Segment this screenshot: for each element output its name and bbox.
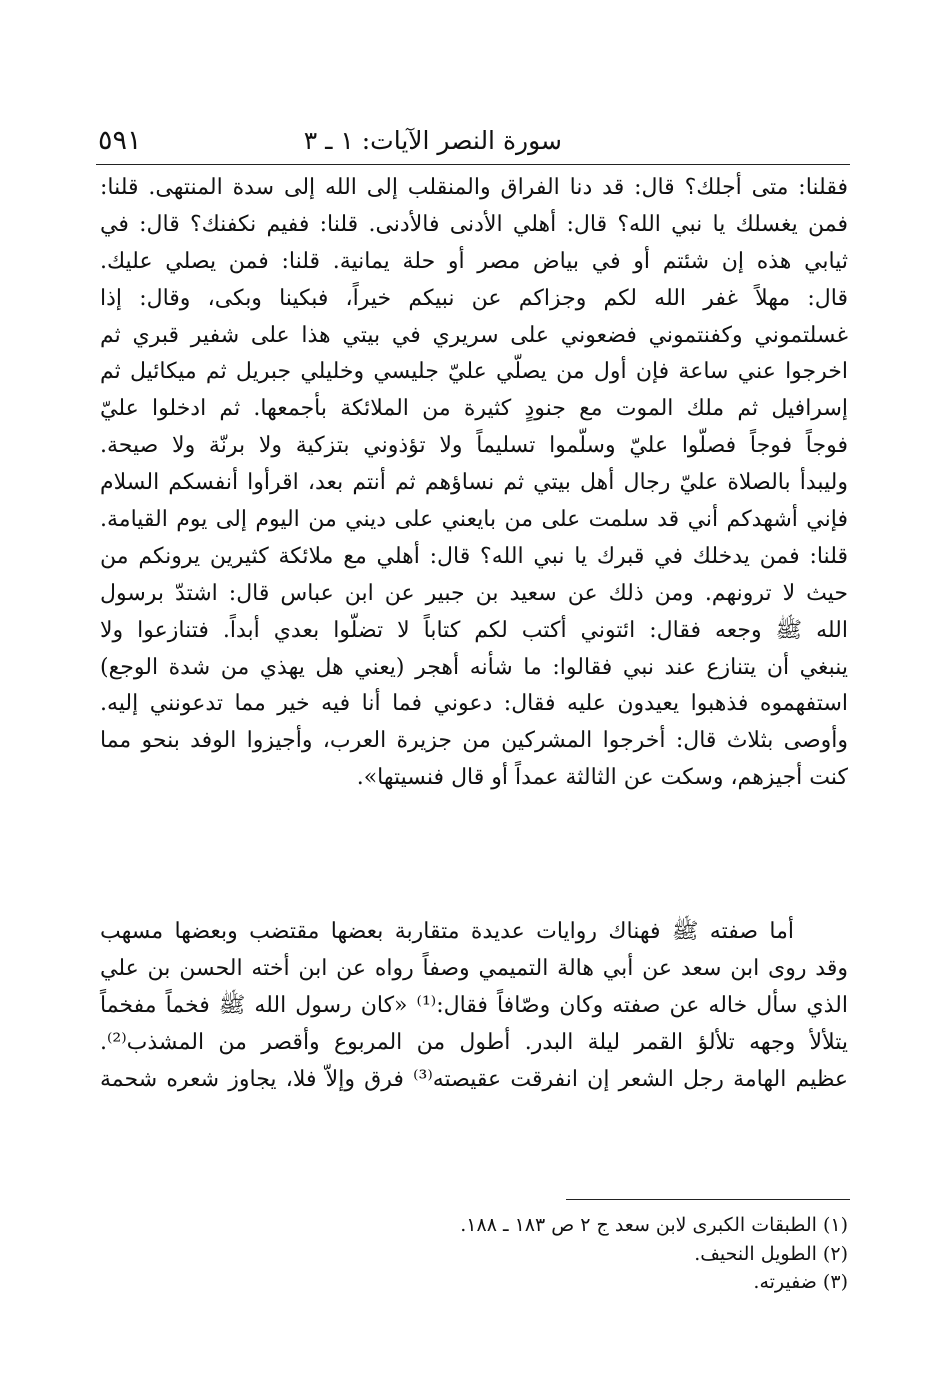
- text-line: ثيابي هذه إن شئتم أو في بياض مصر أو حلة يمانية. قلنا: فمن يصلي عليك.: [100, 248, 848, 274]
- text-line: ينبغي أن يتنازع عند نبي فقالوا: ما شأنه أهجر (يعني هل يهذي من شدة الوجع): [100, 654, 848, 680]
- description-paragraph: [100, 914, 848, 1098]
- page-number: ٥٩١: [98, 125, 142, 156]
- text-line: وقد روى ابن سعد عن أبي هالة التميمي وصفاً رواه عن ابن أخته الحسن بن علي: [100, 955, 848, 981]
- text-line: فقلنا: متى أجلك؟ قال: قد دنا الفراق والمنقلب إلى الله إلى سدة المنتهى. قلنا:: [100, 175, 848, 200]
- header-divider: [96, 164, 850, 165]
- text-line: الذي سأل خاله عن صفته وكان وصّافاً فقال:⁽¹⁾ «كان رسول الله ﷺ فخماً مفخماً: [100, 992, 848, 1018]
- text-line: اخرجوا عني ساعة فإن أول من يصلّي عليّ جليسي وخليلي جبريل ثم ميكائيل ثم: [100, 359, 848, 385]
- text-line: الله ﷺ وجعه فقال: ائتوني أكتب لكم كتاباً لا تضلّوا بعدي أبداً. فتنازعوا ولا: [100, 617, 848, 643]
- footnote-item: (٢) الطويل النحيف.: [694, 1242, 848, 1265]
- footnote-item: (٣) ضفيرته.: [753, 1271, 848, 1293]
- text-line: قال: مهلاً غفر الله لكم وجزاكم عن نبيكم خيراً، فبكينا وبكى، وقال: إذا: [100, 285, 848, 311]
- text-line: استفهموه فذهبوا يعيدون عليه فقال: دعوني فما أنا فيه خير مما تدعونني إليه.: [100, 691, 848, 717]
- text-line: حيث لا ترونهم. ومن ذلك عن سعيد بن جبير عن ابن عباس قال: اشتدّ برسول: [100, 580, 848, 606]
- text-line: غسلتموني وكفنتموني فضعوني على سريري في بيتي هذا على شفير قبري ثم: [100, 322, 848, 348]
- text-line: كنت أجيزهم، وسكت عن الثالثة عمداً أو قال فنسيتها».: [356, 765, 848, 791]
- text-line: فإني أشهدكم أني قد سلمت على من بايعني على ديني من اليوم إلى يوم القيامة.: [100, 507, 848, 533]
- text-line: قلنا: فمن يدخلك في قبرك يا نبي الله؟ قال: أهلي مع ملائكة كثيرين يرونكم من: [100, 543, 848, 569]
- text-line: وليبدأ بالصلاة عليّ رجال أهل بيتي ثم نساؤهم ثم أنتم بعد، اقرأوا أنفسكم السلام: [100, 470, 848, 496]
- text-line: فمن يغسلك يا نبي الله؟ قال: أهلي الأدنى فالأدنى. قلنا: ففيم نكفنك؟ قال: في: [100, 211, 848, 237]
- text-line: عظيم الهامة رجل الشعر إن انفرقت عقيصته⁽³⁾ فرق وإلاّ فلا، يجاوز شعره شحمة: [100, 1066, 848, 1092]
- footnote-divider: [566, 1199, 850, 1200]
- page-header: [96, 118, 852, 166]
- text-line: أما صفته ﷺ فهناك روايات عديدة متقاربة بعضها مقتضب وبعضها مسهب: [100, 919, 794, 944]
- footnotes: [288, 1211, 848, 1297]
- text-line: وأوصى بثلاث قال: أخرجوا المشركين من جزيرة العرب، وأجيزوا الوفد بنحو مما: [100, 728, 848, 754]
- running-title: سورة النصر الآيات: ١ ـ ٣: [303, 126, 562, 155]
- text-line: إسرافيل ثم ملك الموت مع جنودٍ كثيرة من الملائكة بأجمعها. ثم ادخلوا عليّ: [100, 396, 848, 422]
- text-line: يتلألأ وجهه تلألؤ القمر ليلة البدر. أطول من المربوع وأقصر من المشذب⁽²⁾.: [100, 1029, 848, 1055]
- text-line: فوجاً فوجاً فصلّوا عليّ وسلّموا تسليماً ولا تؤذوني بتزكية ولا برنّة ولا صيحة.: [100, 433, 848, 459]
- main-text-block: [100, 170, 848, 797]
- footnote-item: (١) الطبقات الكبرى لابن سعد ج ٢ ص ١٨٣ ـ ١٨٨.: [460, 1214, 848, 1236]
